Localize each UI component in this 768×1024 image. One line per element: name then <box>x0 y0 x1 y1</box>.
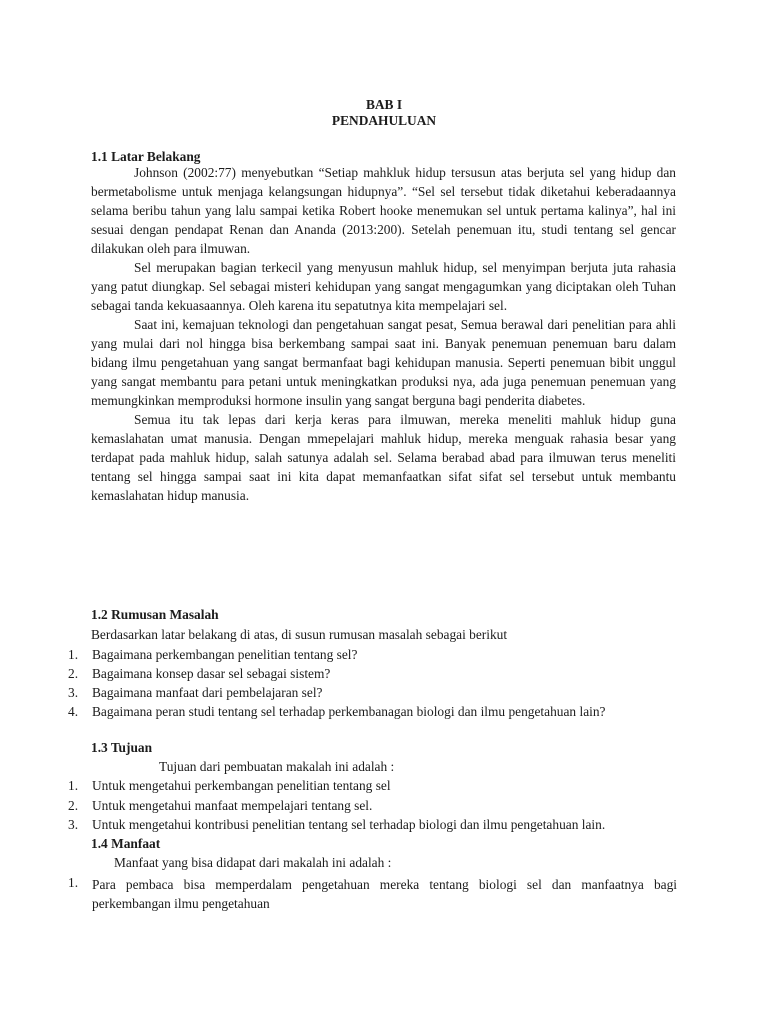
section-heading-tujuan: 1.3 Tujuan <box>91 740 153 755</box>
list-number: 2. <box>68 798 79 813</box>
list-item: Untuk mengetahui manfaat mempelajari tentang sel. <box>92 798 373 813</box>
list-number: 3. <box>68 817 79 832</box>
list-item: Untuk mengetahui perkembangan penelitian tentang sel <box>92 778 391 793</box>
section-intro: Tujuan dari pembuatan makalah ini adalah : <box>159 759 395 774</box>
list-item: Bagaimana peran studi tentang sel terhadap perkembanagan biologi dan ilmu pengetahuan lain? <box>92 704 606 719</box>
list-number: 4. <box>68 704 79 719</box>
section-intro: Berdasarkan latar belakang di atas, di susun rumusan masalah sebagai berikut <box>91 627 508 642</box>
chapter-title: BAB I <box>365 97 403 112</box>
list-number: 1. <box>68 778 79 793</box>
list-item: Bagaimana perkembangan penelitian tentang sel? <box>92 647 358 662</box>
list-number: 2. <box>68 666 79 681</box>
section-heading-latar-belakang: 1.1 Latar Belakang <box>91 149 201 164</box>
list-item: Para pembaca bisa memperdalam pengetahuan mereka tentang biologi sel dan manfaatnya bagi perkembangan ilmu pengetahuan <box>92 877 677 911</box>
paragraph: Saat ini, kemajuan teknologi dan pengetahuan sangat pesat, Semua berawal dari penelitian para ahli yang mulai dari nol hingga bisa berkembang sampai saat ini. Banyak penemuan penemuan baru dalam bidang ilmu pengetahuan yang sangat bermanfaat bagi kehidupan manusia. Seperti penemuan bibit unggul yang sangat membantu para petani untuk meningkatkan produksi nya, ada juga penemuan penemuan yang memungkinkan memproduksi hormone insulin yang sangat berguna bagi penderita diabetes. <box>91 317 676 408</box>
list-number: 1. <box>68 647 79 662</box>
chapter-subtitle: PENDAHULUAN <box>331 113 437 128</box>
paragraph: Sel merupakan bagian terkecil yang menyusun mahluk hidup, sel menyimpan berjuta juta rahasia yang patut diungkap. Sel sebagai misteri kehidupan yang sangat mengagumkan yang diciptakan oleh Tuhan sebagai tanda kekuasaannya. Oleh karena itu sepatutnya kita mempelajari sel. <box>91 260 676 313</box>
list-item: Bagaimana konsep dasar sel sebagai sistem? <box>92 666 331 681</box>
paragraph: Johnson (2002:77) menyebutkan “Setiap mahkluk hidup tersusun atas berjuta sel yang hidup dan bermetabolisme untuk menjaga kelangsungan hidupnya”. “Sel sel tersebut tidak diketahui keberadaannya selama beribu tahun yang lalu sampai ketika Robert hooke menemukan sel untuk pertama kalinya”, hal ini sesuai dengan pendapat Renan dan Ananda (2013:200). Setelah penemuan itu, studi tentang sel gencar dilakukan oleh para ilmuwan. <box>91 165 676 256</box>
list-item: Bagaimana manfaat dari pembelajaran sel? <box>92 685 323 700</box>
section-heading-rumusan-masalah: 1.2 Rumusan Masalah <box>91 607 219 622</box>
paragraph: Semua itu tak lepas dari kerja keras para ilmuwan, mereka meneliti mahluk hidup guna kemaslahatan umat manusia. Dengan mmepelajari mahluk hidup, mereka menguak rahasia besar yang terdapat pada mahluk hidup, salah satunya adalah sel. Selama berabad abad para ilmuwan terus meneliti tentang sel hingga sampai saat ini kita dapat memanfaatkan sifat sifat sel tersebut untuk membantu kemaslahatan hidup manusia. <box>91 412 676 503</box>
section-intro: Manfaat yang bisa didapat dari makalah ini adalah : <box>114 855 392 870</box>
section-body-latar-belakang <box>91 163 676 505</box>
list-number: 1. <box>68 875 79 890</box>
list-number: 3. <box>68 685 79 700</box>
section-heading-manfaat: 1.4 Manfaat <box>91 836 161 851</box>
list-item: Untuk mengetahui kontribusi penelitian tentang sel terhadap biologi dan ilmu pengetahuan lain. <box>92 817 606 832</box>
